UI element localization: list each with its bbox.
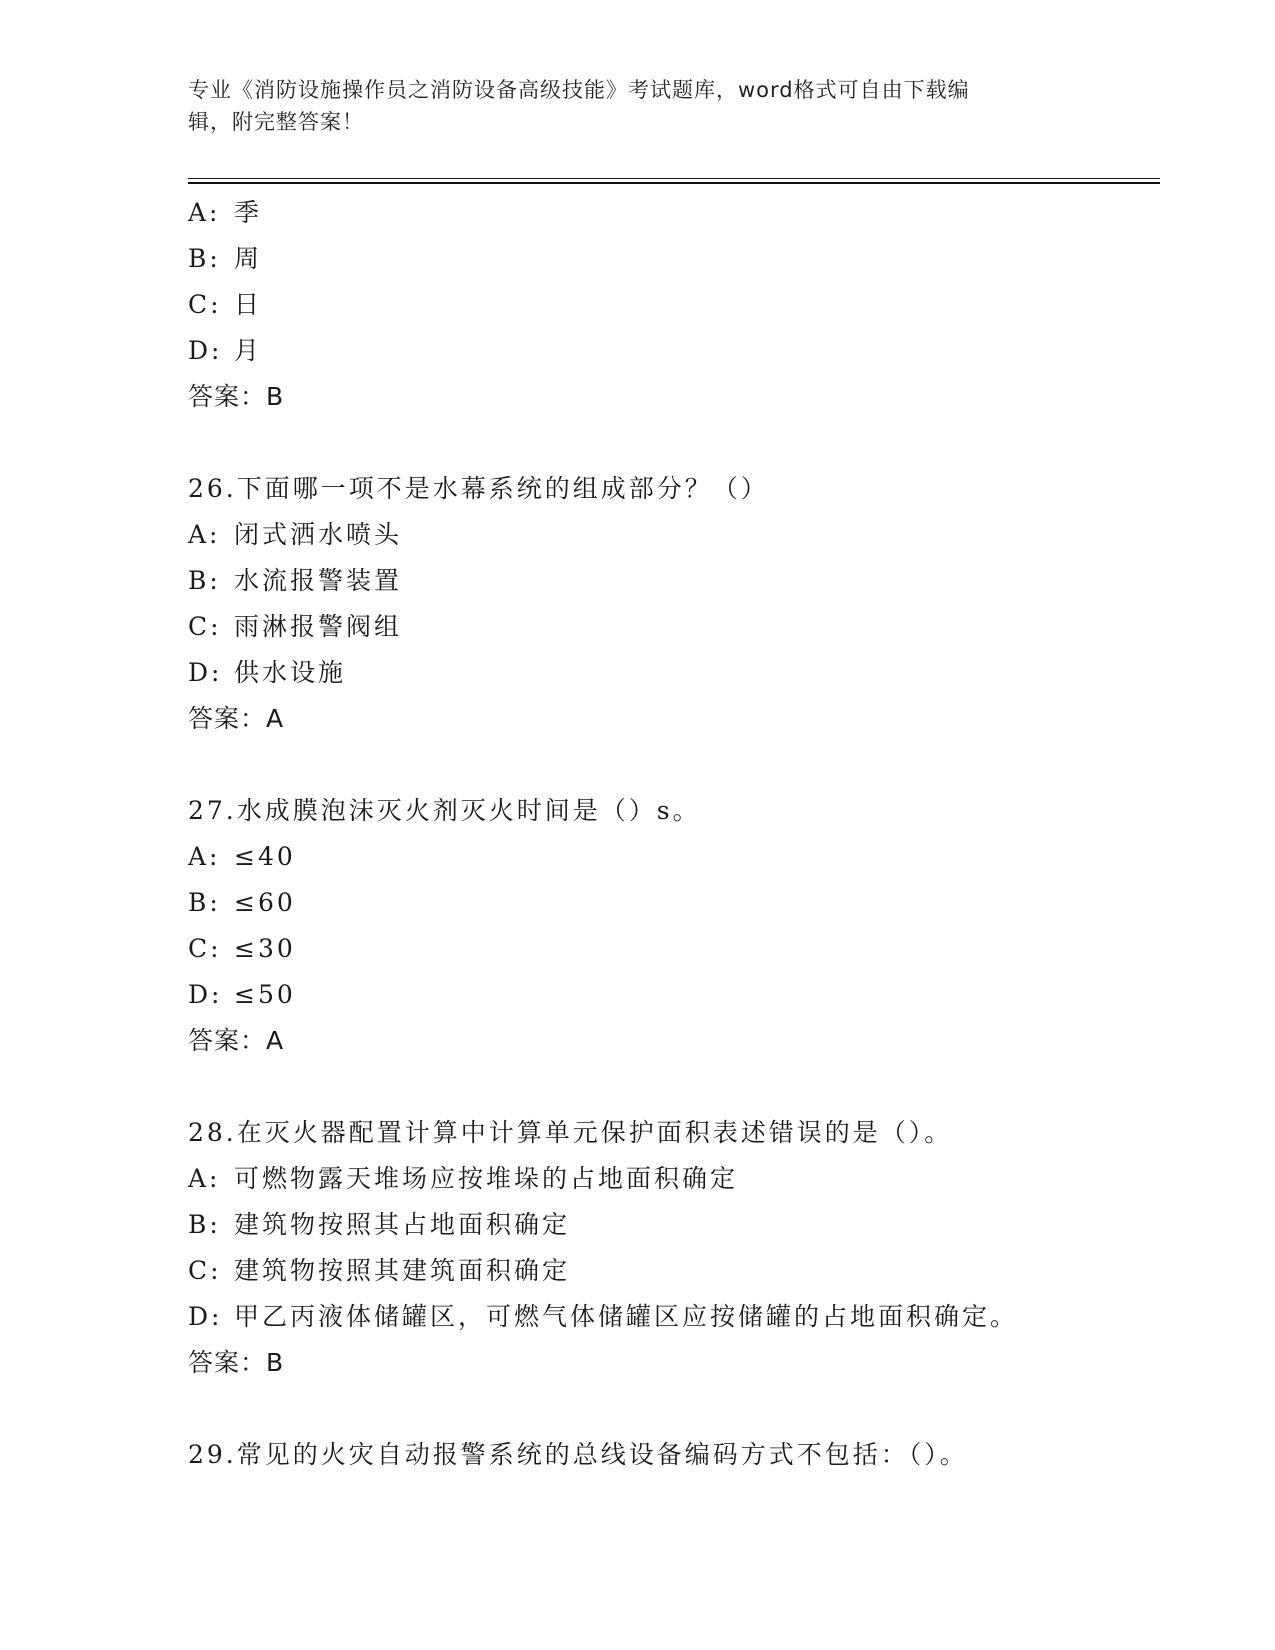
option-b bbox=[188, 880, 1168, 926]
option-a bbox=[188, 1156, 1168, 1202]
option-b bbox=[188, 236, 1168, 282]
question-25-continued bbox=[188, 190, 1168, 420]
answer-line: 答案：B bbox=[188, 382, 285, 411]
question-26 bbox=[188, 466, 1168, 742]
option-key: D: bbox=[188, 658, 223, 687]
option-text: 周 bbox=[234, 244, 263, 273]
option-key: C: bbox=[188, 1256, 222, 1285]
option-text: 季 bbox=[234, 198, 263, 227]
option-a bbox=[188, 834, 1168, 880]
spacer bbox=[188, 420, 1168, 466]
option-d bbox=[188, 650, 1168, 696]
spacer bbox=[188, 1064, 1168, 1110]
option-text: 水流报警装置 bbox=[234, 566, 403, 595]
option-key: D: bbox=[188, 1302, 223, 1331]
option-text: ≤40 bbox=[234, 842, 296, 871]
option-key: A: bbox=[188, 1164, 221, 1193]
option-c bbox=[188, 282, 1168, 328]
option-text: 月 bbox=[234, 336, 263, 365]
spacer bbox=[188, 1386, 1168, 1432]
header-divider-thin bbox=[188, 178, 1160, 179]
option-b bbox=[188, 1202, 1168, 1248]
question-29 bbox=[188, 1432, 1168, 1478]
option-text: 可燃物露天堆场应按堆垛的占地面积确定 bbox=[234, 1164, 739, 1193]
option-c bbox=[188, 926, 1168, 972]
header-line-2: 辑，附完整答案！ bbox=[188, 110, 364, 134]
option-key: C: bbox=[188, 934, 222, 963]
question-28 bbox=[188, 1110, 1168, 1386]
option-key: A: bbox=[188, 842, 221, 871]
option-text: 供水设施 bbox=[234, 658, 347, 687]
answer-line: 答案：A bbox=[188, 1026, 285, 1055]
document-header bbox=[188, 74, 1088, 138]
option-d bbox=[188, 972, 1168, 1018]
question-list bbox=[188, 190, 1168, 1478]
option-text: 雨淋报警阀组 bbox=[234, 612, 403, 641]
option-text: ≤60 bbox=[234, 888, 296, 917]
option-key: C: bbox=[188, 612, 222, 641]
header-line-1: 专业《消防设施操作员之消防设备高级技能》考试题库，word格式可自由下载编 bbox=[188, 78, 970, 102]
option-c bbox=[188, 604, 1168, 650]
option-text: 闭式洒水喷头 bbox=[234, 520, 403, 549]
option-key: B: bbox=[188, 888, 221, 917]
option-key: A: bbox=[188, 198, 221, 227]
option-text: 建筑物按照其占地面积确定 bbox=[234, 1210, 571, 1239]
option-key: D: bbox=[188, 980, 223, 1009]
question-27 bbox=[188, 788, 1168, 1064]
option-key: B: bbox=[188, 1210, 221, 1239]
question-stem: 26.下面哪一项不是水幕系统的组成部分？（） bbox=[188, 474, 769, 503]
option-key: C: bbox=[188, 290, 222, 319]
option-key: B: bbox=[188, 566, 221, 595]
header-divider-thick bbox=[188, 182, 1160, 184]
option-b bbox=[188, 558, 1168, 604]
option-key: A: bbox=[188, 520, 221, 549]
option-text: ≤50 bbox=[234, 980, 296, 1009]
option-key: B: bbox=[188, 244, 221, 273]
option-d bbox=[188, 328, 1168, 374]
question-stem: 27.水成膜泡沫灭火剂灭火时间是（）s。 bbox=[188, 796, 701, 825]
option-text: 甲乙丙液体储罐区，可燃气体储罐区应按储罐的占地面积确定。 bbox=[234, 1302, 1019, 1331]
option-text: ≤30 bbox=[234, 934, 296, 963]
option-key: D: bbox=[188, 336, 223, 365]
question-stem: 29.常见的火灾自动报警系统的总线设备编码方式不包括：（）。 bbox=[188, 1440, 968, 1469]
option-d bbox=[188, 1294, 1168, 1340]
option-a bbox=[188, 512, 1168, 558]
option-text: 建筑物按照其建筑面积确定 bbox=[234, 1256, 571, 1285]
spacer bbox=[188, 742, 1168, 788]
option-a bbox=[188, 190, 1168, 236]
answer-line: 答案：A bbox=[188, 704, 285, 733]
question-stem: 28.在灭火器配置计算中计算单元保护面积表述错误的是（）。 bbox=[188, 1118, 953, 1147]
answer-line: 答案：B bbox=[188, 1348, 285, 1377]
option-text: 日 bbox=[234, 290, 263, 319]
option-c bbox=[188, 1248, 1168, 1294]
